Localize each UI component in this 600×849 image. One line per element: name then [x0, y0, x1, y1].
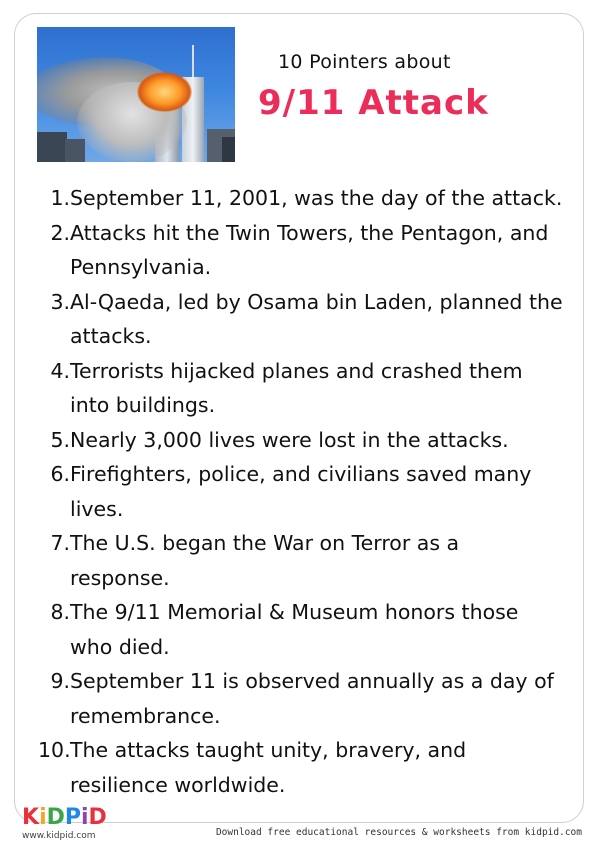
item-text: The U.S. began the War on Terror as a response. — [70, 531, 460, 590]
logo-letter: K — [22, 805, 40, 830]
kidpid-logo[interactable] — [22, 805, 107, 830]
item-text: September 11 is observed annually as a day of remembrance. — [70, 669, 554, 728]
item-number: 5. — [50, 427, 70, 452]
list-item — [38, 733, 578, 802]
item-number: 9. — [50, 669, 70, 693]
item-number: 10. — [38, 738, 71, 762]
list-item — [38, 354, 578, 423]
list-item — [38, 664, 578, 733]
antenna-shape — [192, 45, 194, 79]
logo-letter: i — [39, 805, 47, 830]
item-number: 6. — [50, 462, 70, 486]
item-number: 8. — [50, 600, 70, 624]
item-number: 7. — [50, 531, 70, 555]
list-item — [38, 285, 578, 354]
page-subtitle: 10 Pointers about — [278, 51, 451, 73]
item-text: Terrorists hijacked planes and crashed them into buildings. — [70, 358, 523, 417]
item-number: 1. — [50, 186, 70, 210]
item-number: 3. — [50, 289, 70, 314]
list-item — [38, 423, 578, 458]
list-item — [38, 181, 578, 216]
list-item — [38, 526, 578, 595]
item-text: The attacks taught unity, bravery, and resilience worldwide. — [70, 738, 467, 797]
twin-towers-image — [37, 27, 235, 162]
logo-letter: D — [46, 805, 65, 830]
page-title: 9/11 Attack — [258, 83, 489, 123]
building-shape — [65, 139, 85, 162]
logo-url[interactable]: www.kidpid.com — [22, 831, 96, 841]
list-item — [38, 595, 578, 664]
item-text: Al-Qaeda, led by Osama bin Laden, planned the attacks. — [70, 289, 563, 348]
logo-letter: i — [81, 805, 89, 830]
item-text: The 9/11 Memorial & Museum honors those who died. — [70, 600, 519, 659]
item-text: Nearly 3,000 lives were lost in the attacks. — [70, 427, 509, 452]
logo-letter: D — [88, 805, 107, 830]
fire-shape — [137, 72, 192, 112]
item-number: 2. — [50, 220, 70, 245]
building-shape — [222, 137, 235, 162]
item-text: Attacks hit the Twin Towers, the Pentagon, and Pennsylvania. — [70, 220, 549, 279]
item-text: September 11, 2001, was the day of the attack. — [70, 186, 563, 210]
logo-letter: P — [64, 805, 81, 830]
building-shape — [37, 132, 67, 162]
item-text: Firefighters, police, and civilians saved many lives. — [70, 462, 532, 521]
pointers-list — [38, 181, 578, 802]
list-item — [38, 457, 578, 526]
item-number: 4. — [50, 358, 70, 383]
footer-text: Download free educational resources & worksheets from kidpid.com — [215, 827, 582, 838]
list-item — [38, 216, 578, 285]
